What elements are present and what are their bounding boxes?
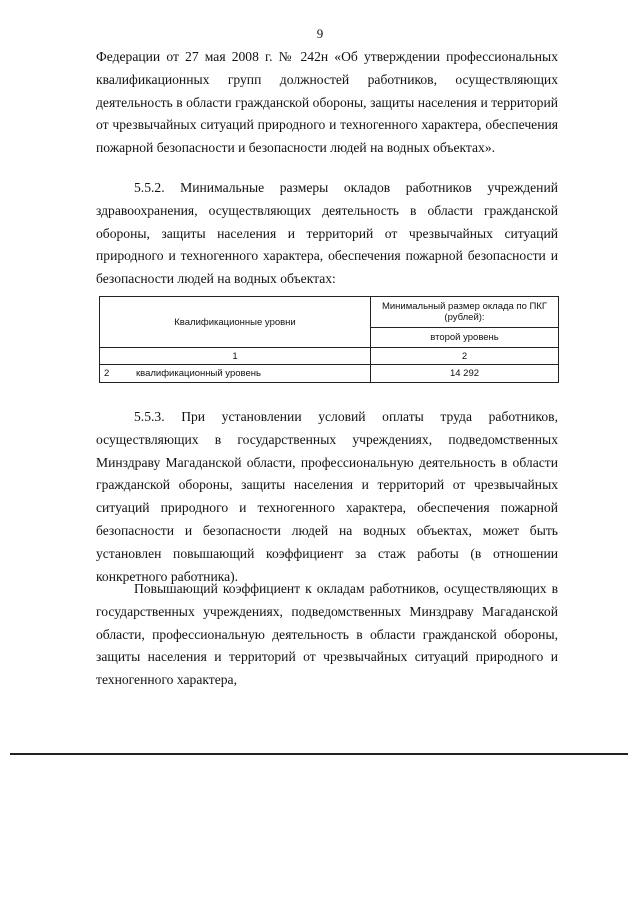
subheader-second-level: второй уровень — [371, 328, 559, 348]
table-column-numbers-row — [100, 348, 559, 365]
paragraph-5-5-2: 5.5.2. Минимальные размеры окладов работников учреждений здравоохранения, осуществляющих деятельность в области гражданской обороны, защиты населения и территорий от чрезвычайных ситуаций природного и техногенного характера, обеспечения пожарной безопасности и безопасности людей на водных объектах: — [96, 180, 558, 287]
header-qualification-levels: Квалификационные уровни — [100, 297, 371, 348]
paragraph-5-5-3: 5.5.3. При установлении условий оплаты труда работников, осуществляющих в государственных учреждениях, подведомственных Минздраву Магаданской области, профессиональную деятельность в области гражданской обороны, защиты населения и территорий от чрезвычайных ситуаций природного и техногенного характера, обеспечения пожарной безопасности и безопасности людей на водных объектах, может быть установлен повышающий коэффициент за стаж работы (в отношении конкретного работника). — [96, 409, 558, 584]
paragraph-continuation: Федерации от 27 мая 2008 г. № 242н «Об утверждении профессиональных квалификационных групп должностей работников, осуществляющих деятельность в области гражданской обороны, защиты населения и территорий от чрезвычайных ситуаций природного и техногенного характера, обеспечения пожарной безопасности и безопасности людей на водных объектах». — [96, 49, 558, 156]
page-bottom-rule — [10, 753, 628, 755]
column-number-1: 1 — [100, 348, 371, 365]
salary-table — [99, 296, 559, 383]
level-label: квалификационный уровень — [136, 368, 261, 379]
qualification-level-cell — [100, 365, 371, 383]
header-min-salary: Минимальный размер оклада по ПКГ (рублей): — [371, 297, 559, 328]
column-number-2: 2 — [371, 348, 559, 365]
level-number: 2 — [104, 368, 110, 379]
table-header-row — [100, 297, 559, 328]
page-number: 9 — [316, 26, 324, 41]
salary-value: 14 292 — [371, 365, 559, 383]
table-row — [100, 365, 559, 383]
paragraph-coefficient: Повышающий коэффициент к окладам работников, осуществляющих в государственных учреждениях, подведомственных Минздраву Магаданской области, профессиональную деятельность в области гражданской обороны, защиты населения и территорий от чрезвычайных ситуаций природного и техногенного характера, — [96, 581, 558, 688]
